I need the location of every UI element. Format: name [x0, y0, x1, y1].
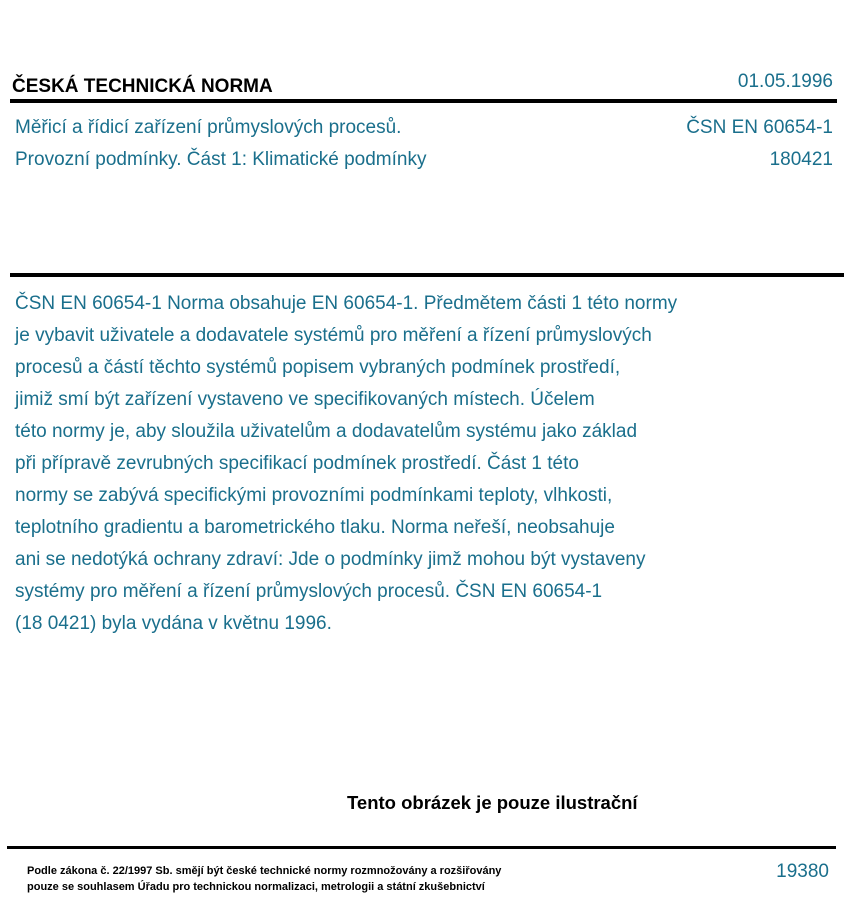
abstract-line: (18 0421) byla vydána v květnu 1996. — [15, 613, 332, 634]
header-divider — [10, 99, 837, 103]
abstract-line: při přípravě zevrubných specifikací podmínek prostředí. Část 1 této — [15, 453, 579, 474]
footer-legal-line: pouze se souhlasem Úřadu pro technickou normalizaci, metrologii a státní zkušebnictví — [27, 881, 485, 893]
section-divider — [10, 273, 844, 277]
abstract-line: této normy je, aby sloužila uživatelům a dodavatelům systému jako základ — [15, 421, 638, 442]
abstract-line: procesů a částí těchto systémů popisem vybraných podmínek prostředí, — [15, 357, 621, 378]
standard-subject-line: Měřicí a řídicí zařízení průmyslových procesů. — [15, 117, 402, 138]
publication-date: 01.05.1996 — [737, 71, 833, 92]
footer-legal-notice — [27, 863, 501, 895]
abstract-line: je vybavit uživatele a dodavatele systémů pro měření a řízení průmyslových — [15, 325, 652, 346]
abstract-line: ani se nedotýká ochrany zdraví: Jde o podmínky jimž mohou být vystaveny — [15, 549, 646, 570]
abstract-line: teplotního gradientu a barometrického tlaku. Norma neřeší, neobsahuje — [15, 517, 615, 538]
abstract-text — [15, 288, 835, 640]
standard-subject-line: Provozní podmínky. Část 1: Klimatické podmínky — [15, 149, 427, 170]
abstract-line: normy se zabývá specifickými provozními podmínkami teploty, vlhkosti, — [15, 485, 613, 506]
standard-code: ČSN EN 60654-1 — [686, 117, 833, 138]
classification-code: 180421 — [769, 149, 833, 170]
abstract-line: jimiž smí být zařízení vystaveno ve specifikovaných místech. Účelem — [15, 389, 595, 410]
footer-legal-line: Podle zákona č. 22/1997 Sb. smějí být české technické normy rozmnožovány a rozšiřovány — [27, 865, 502, 877]
illustrative-notice: Tento obrázek je pouze ilustrační — [347, 792, 638, 813]
footer-divider — [7, 846, 836, 849]
catalog-number: 19380 — [776, 861, 829, 882]
abstract-line: systémy pro měření a řízení průmyslových procesů. ČSN EN 60654-1 — [15, 581, 603, 602]
abstract-line: ČSN EN 60654-1 Norma obsahuje EN 60654-1. Předmětem části 1 této normy — [15, 293, 678, 314]
document-title: ČESKÁ TECHNICKÁ NORMA — [12, 76, 273, 97]
